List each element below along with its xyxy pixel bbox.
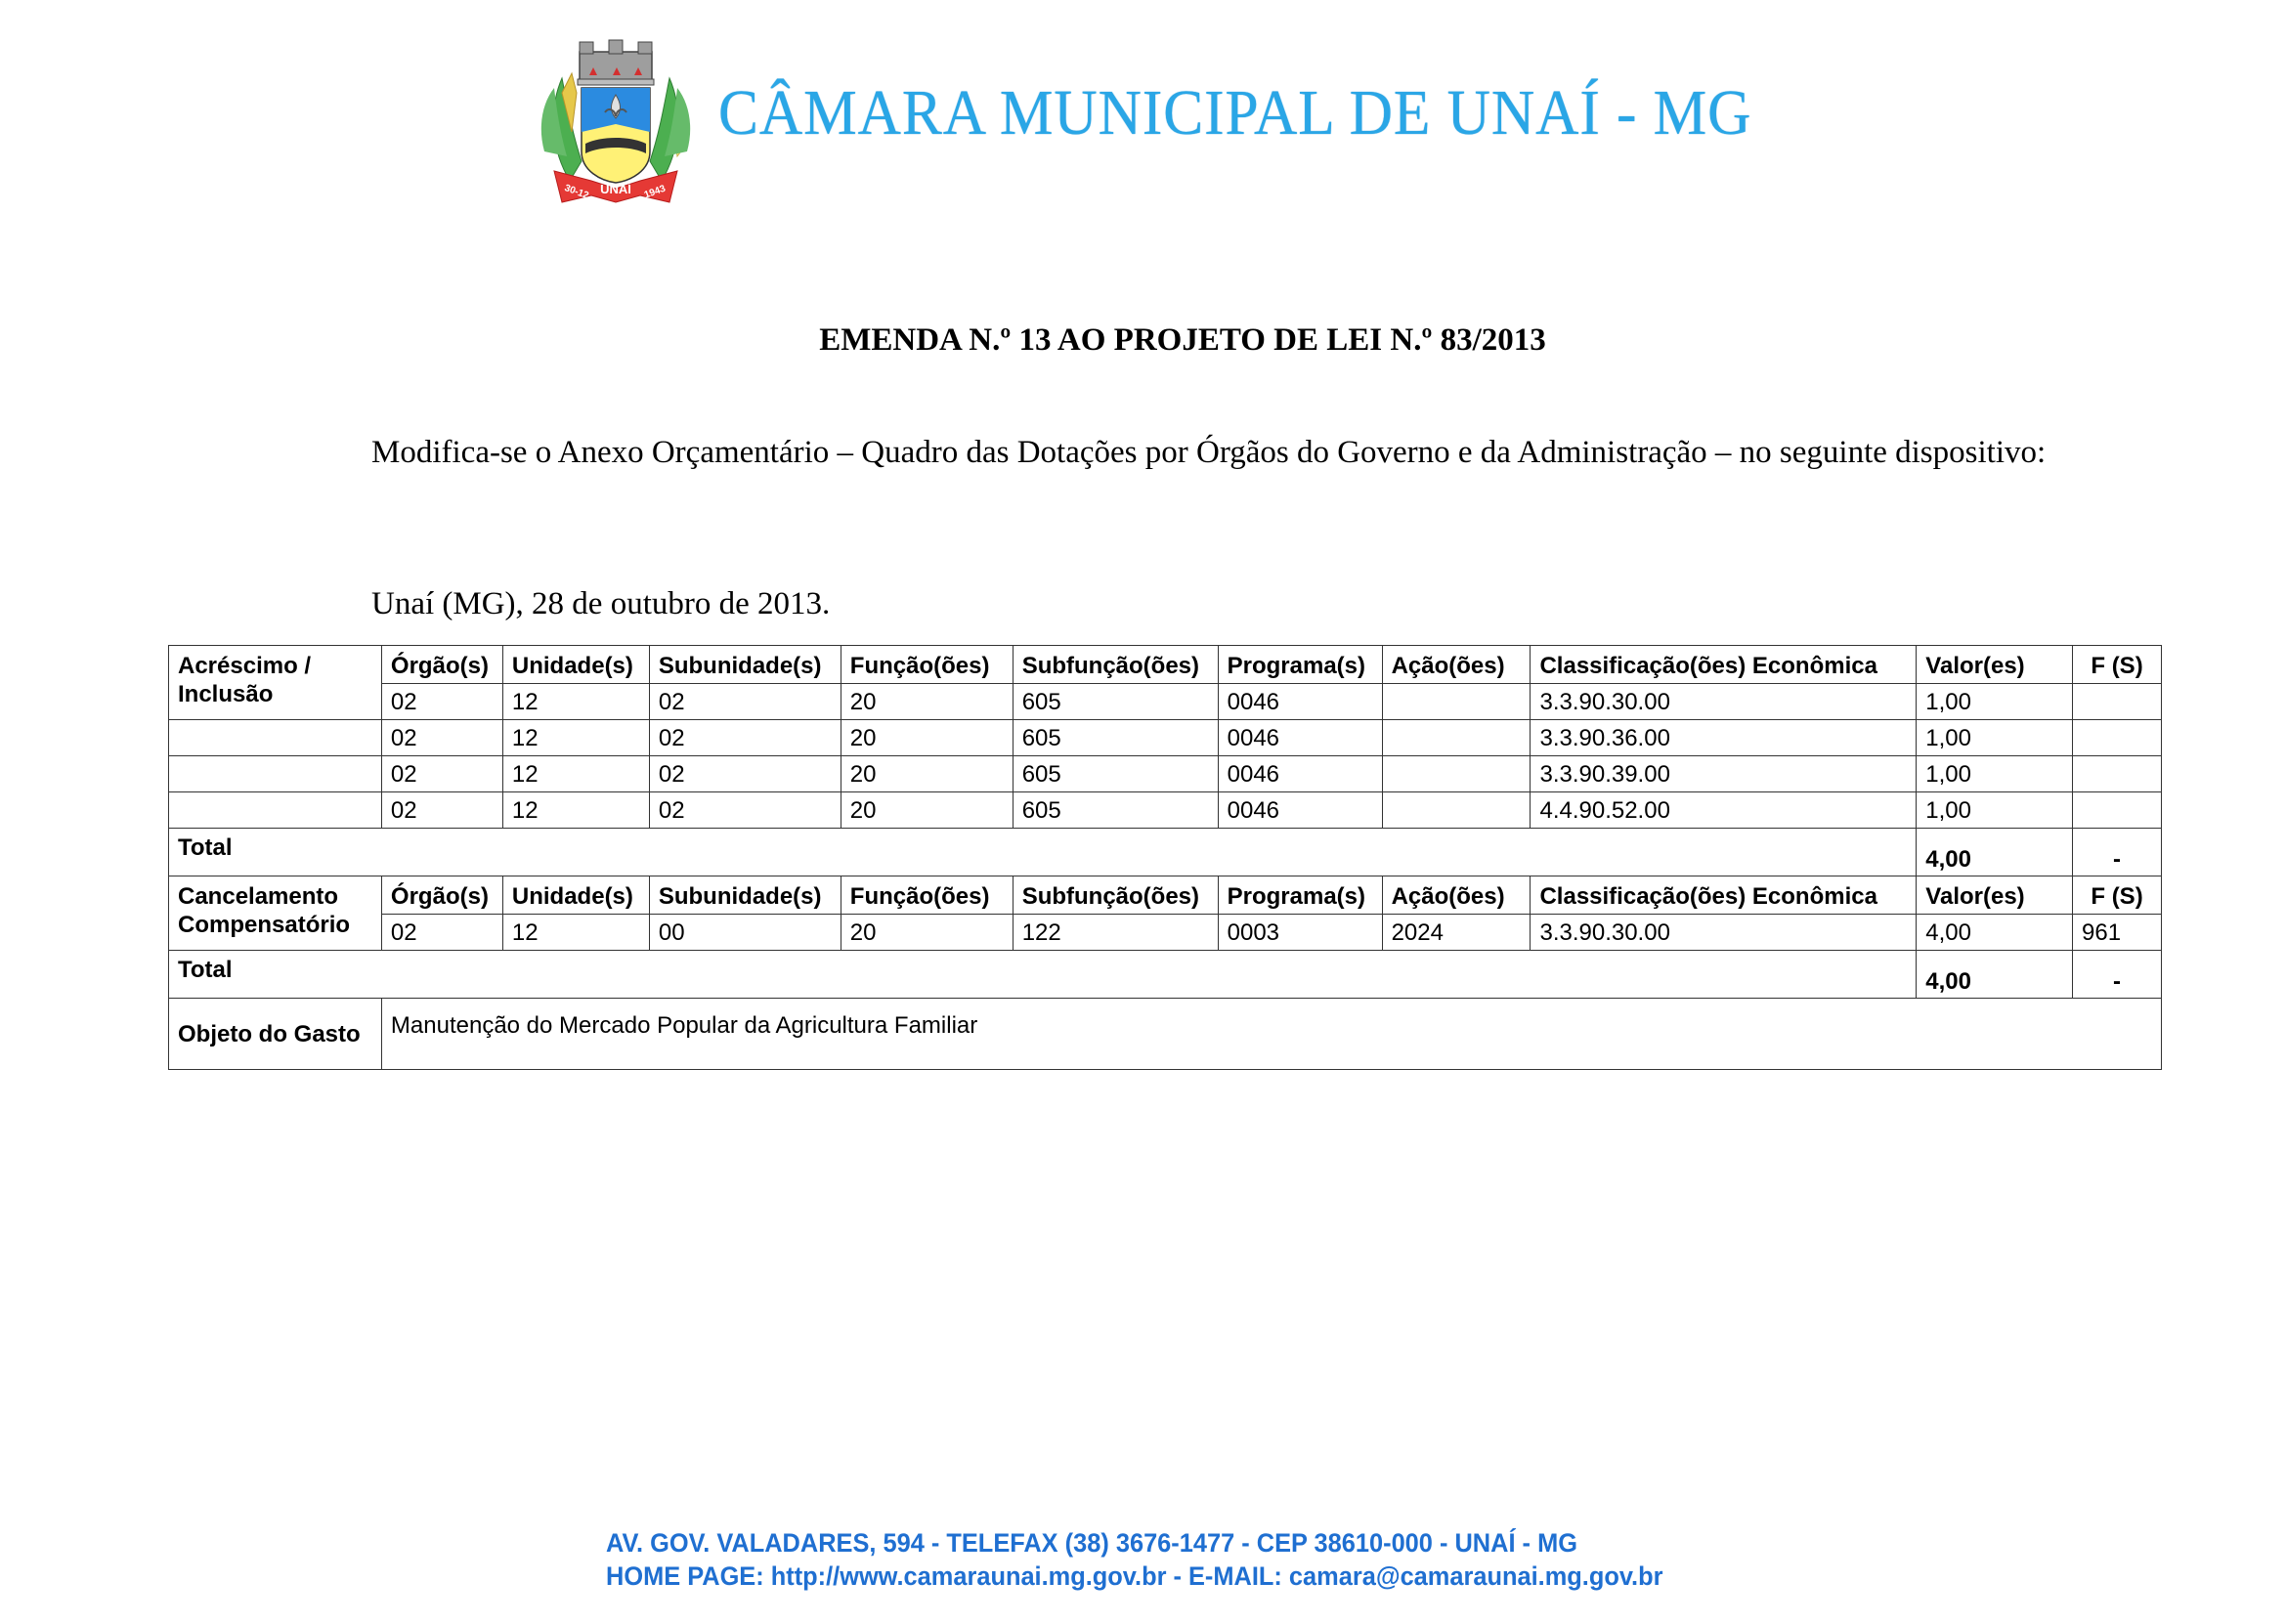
- crest-ribbon-text: UNAÍ: [600, 182, 631, 196]
- cell-subfuncao: 605: [1013, 684, 1218, 720]
- cell-programa: 0046: [1218, 720, 1382, 756]
- cell-fonte: [2073, 756, 2162, 792]
- cell-orgao: 02: [381, 792, 502, 829]
- cancellation-section-label: Cancelamento Compensatório: [169, 876, 382, 951]
- cell-classificacao: 4.4.90.52.00: [1531, 792, 1917, 829]
- cell-unidade: 12: [502, 684, 649, 720]
- cell-empty-label: [169, 720, 382, 756]
- cancellation-total-value: 4,00: [1917, 951, 2073, 999]
- addition-total-source: -: [2073, 829, 2162, 876]
- cell-valor: 1,00: [1917, 720, 2073, 756]
- col-header-funcao: Função(ões): [841, 646, 1013, 684]
- col-header-subunidade: Subunidade(s): [649, 876, 841, 915]
- cell-funcao: 20: [841, 792, 1013, 829]
- footer-address: AV. GOV. VALADARES, 594 - TELEFAX (38) 3676-1477 - CEP 38610-000 - UNAÍ - MG: [606, 1528, 1577, 1558]
- cell-subunidade: 02: [649, 720, 841, 756]
- col-header-programa: Programa(s): [1218, 876, 1382, 915]
- organization-title: CÂMARA MUNICIPAL DE UNAÍ - MG: [718, 77, 1752, 149]
- cell-acao: [1382, 756, 1531, 792]
- table-row: [169, 915, 2162, 951]
- cancellation-total-source: -: [2073, 951, 2162, 999]
- cell-classificacao: 3.3.90.30.00: [1531, 684, 1917, 720]
- document-title: EMENDA N.º 13 AO PROJETO DE LEI N.º 83/2013: [819, 322, 1546, 358]
- cell-fonte: [2073, 792, 2162, 829]
- cell-subfuncao: 605: [1013, 792, 1218, 829]
- col-header-orgao: Órgão(s): [381, 876, 502, 915]
- cell-programa: 0003: [1218, 915, 1382, 951]
- cell-funcao: 20: [841, 756, 1013, 792]
- table-row: [169, 684, 2162, 720]
- cell-acao: 2024: [1382, 915, 1531, 951]
- addition-total-label: Total: [169, 829, 1917, 876]
- cell-funcao: 20: [841, 720, 1013, 756]
- cancellation-total-label: Total: [169, 951, 1917, 999]
- cell-fonte: [2073, 720, 2162, 756]
- cancellation-header-row: [169, 876, 2162, 915]
- cell-subunidade: 02: [649, 756, 841, 792]
- col-header-acao: Ação(ões): [1382, 876, 1531, 915]
- col-header-classificacao: Classificação(ões) Econômica: [1531, 876, 1917, 915]
- col-header-valor: Valor(es): [1917, 876, 2073, 915]
- cell-unidade: 12: [502, 792, 649, 829]
- date-line: Unaí (MG), 28 de outubro de 2013.: [371, 586, 831, 621]
- col-header-fonte: F (S): [2073, 646, 2162, 684]
- svg-text:30-12: 30-12: [562, 183, 590, 202]
- addition-total-row: [169, 829, 2162, 876]
- footer-contact: HOME PAGE: http://www.camaraunai.mg.gov.br - E-MAIL: camara@camaraunai.mg.gov.br: [606, 1561, 1663, 1591]
- cell-programa: 0046: [1218, 756, 1382, 792]
- object-label: Objeto do Gasto: [169, 999, 382, 1070]
- letterhead: [528, 29, 1818, 220]
- cell-classificacao: 3.3.90.36.00: [1531, 720, 1917, 756]
- cell-programa: 0046: [1218, 792, 1382, 829]
- cell-subfuncao: 122: [1013, 915, 1218, 951]
- budget-amendment-table: [168, 645, 2162, 1070]
- cell-subunidade: 02: [649, 684, 841, 720]
- cell-valor: 1,00: [1917, 684, 2073, 720]
- cell-acao: [1382, 792, 1531, 829]
- col-header-acao: Ação(ões): [1382, 646, 1531, 684]
- cell-subunidade: 02: [649, 792, 841, 829]
- cell-empty-label: [169, 792, 382, 829]
- cell-unidade: 12: [502, 720, 649, 756]
- addition-section-label: Acréscimo / Inclusão: [169, 646, 382, 720]
- cancellation-total-row: [169, 951, 2162, 999]
- table-row: [169, 720, 2162, 756]
- addition-total-value: 4,00: [1917, 829, 2073, 876]
- svg-text:1943: 1943: [642, 183, 668, 201]
- cell-unidade: 12: [502, 915, 649, 951]
- col-header-valor: Valor(es): [1917, 646, 2073, 684]
- cell-valor: 4,00: [1917, 915, 2073, 951]
- col-header-funcao: Função(ões): [841, 876, 1013, 915]
- object-value: Manutenção do Mercado Popular da Agricultura Familiar: [381, 999, 2161, 1070]
- cell-valor: 1,00: [1917, 756, 2073, 792]
- table-row: [169, 792, 2162, 829]
- object-row: [169, 999, 2162, 1070]
- cell-fonte: [2073, 684, 2162, 720]
- cell-empty-label: [169, 756, 382, 792]
- cell-unidade: 12: [502, 756, 649, 792]
- cell-orgao: 02: [381, 720, 502, 756]
- cell-orgao: 02: [381, 684, 502, 720]
- col-header-subfuncao: Subfunção(ões): [1013, 876, 1218, 915]
- col-header-programa: Programa(s): [1218, 646, 1382, 684]
- cell-orgao: 02: [381, 756, 502, 792]
- cell-subfuncao: 605: [1013, 756, 1218, 792]
- cell-classificacao: 3.3.90.39.00: [1531, 756, 1917, 792]
- col-header-unidade: Unidade(s): [502, 876, 649, 915]
- addition-header-row: [169, 646, 2162, 684]
- cell-funcao: 20: [841, 684, 1013, 720]
- cell-subfuncao: 605: [1013, 720, 1218, 756]
- col-header-unidade: Unidade(s): [502, 646, 649, 684]
- col-header-orgao: Órgão(s): [381, 646, 502, 684]
- cell-subunidade: 00: [649, 915, 841, 951]
- footer: [606, 1526, 1662, 1593]
- col-header-subfuncao: Subfunção(ões): [1013, 646, 1218, 684]
- cell-acao: [1382, 720, 1531, 756]
- col-header-fonte: F (S): [2073, 876, 2162, 915]
- coat-of-arms-logo: [533, 34, 699, 215]
- cell-classificacao: 3.3.90.30.00: [1531, 915, 1917, 951]
- cell-funcao: 20: [841, 915, 1013, 951]
- cell-programa: 0046: [1218, 684, 1382, 720]
- intro-paragraph: Modifica-se o Anexo Orçamentário – Quadro das Dotações por Órgãos do Governo e da Administração – no seguinte dispositivo:: [371, 435, 2047, 470]
- cell-fonte: 961: [2073, 915, 2162, 951]
- col-header-classificacao: Classificação(ões) Econômica: [1531, 646, 1917, 684]
- col-header-subunidade: Subunidade(s): [649, 646, 841, 684]
- cell-orgao: 02: [381, 915, 502, 951]
- cell-valor: 1,00: [1917, 792, 2073, 829]
- cell-acao: [1382, 684, 1531, 720]
- table-row: [169, 756, 2162, 792]
